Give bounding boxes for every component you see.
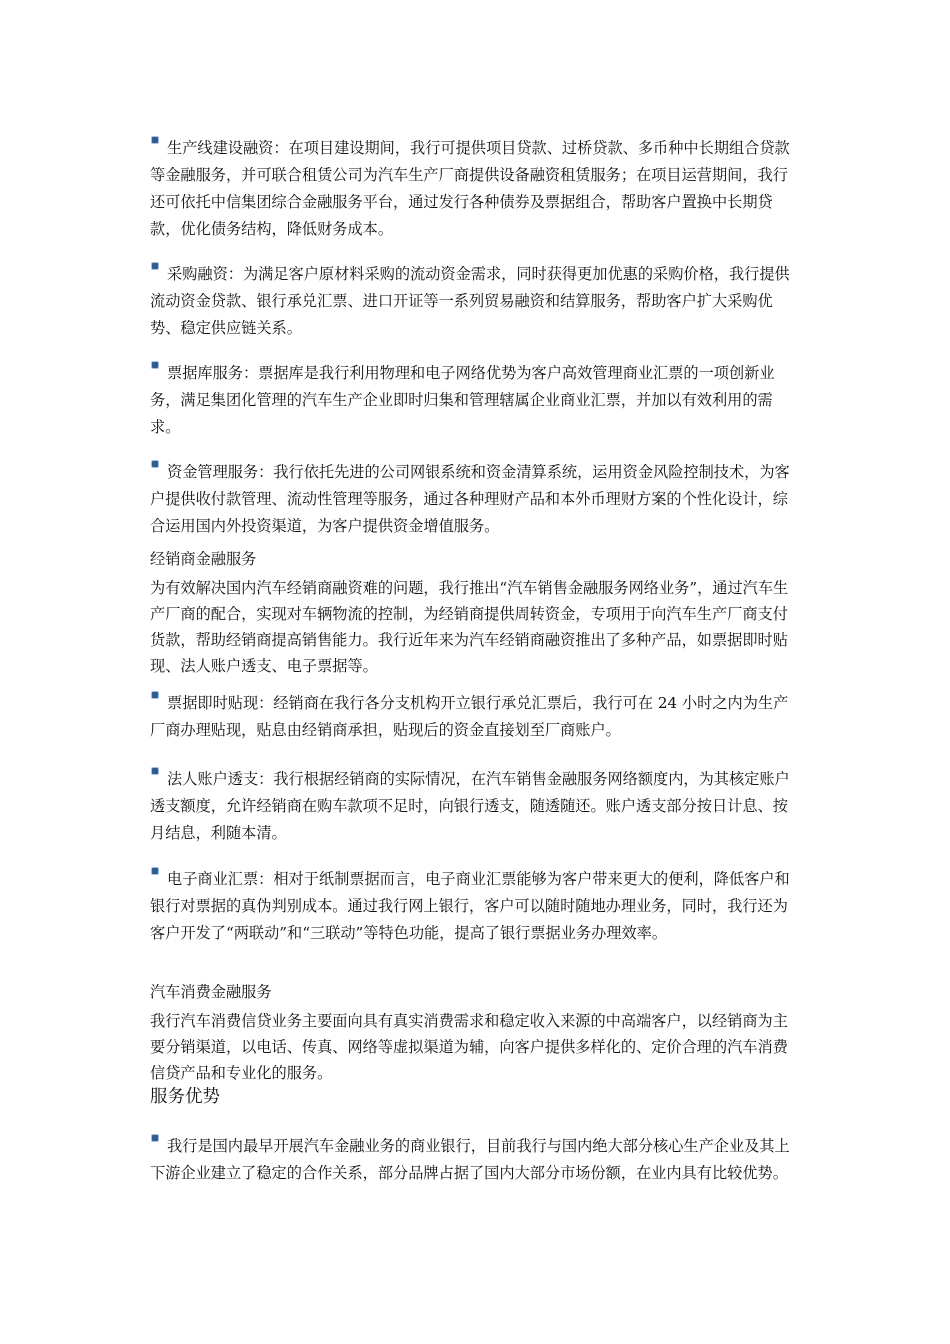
square-bullet-icon <box>152 263 158 269</box>
square-bullet-icon <box>152 868 158 874</box>
section-heading-dealer-finance: 经销商金融服务 <box>150 550 257 568</box>
paragraph-production-line-financing <box>150 135 795 243</box>
document-page <box>150 0 795 1344</box>
square-bullet-icon <box>152 768 158 774</box>
paragraph-service-advantage <box>150 1133 795 1187</box>
paragraph-corporate-overdraft <box>150 766 795 847</box>
paragraph-electronic-bill <box>150 866 795 947</box>
square-bullet-icon <box>152 137 158 143</box>
paragraph-consumer-finance-intro: 我行汽车消费信贷业务主要面向具有真实消费需求和稳定收入来源的中高端客户，以经销商为主要分销渠道，以电话、传真、网络等虚拟渠道为辅，向客户提供多样化的、定价合理的汽车消费信贷产品和专业化的服务。 <box>150 1012 788 1082</box>
square-bullet-icon <box>152 1135 158 1141</box>
paragraph-text: 票据库服务：票据库是我行利用物理和电子网络优势为客户高效管理商业汇票的一项创新业务，满足集团化管理的汽车生产企业即时归集和管理辖属企业商业汇票，并加以有效利用的需求。 <box>150 364 775 436</box>
paragraph-instant-discount <box>150 690 795 744</box>
section-heading-service-advantages: 服务优势 <box>150 1087 220 1107</box>
paragraph-dealer-finance-intro: 为有效解决国内汽车经销商融资难的问题，我行推出“汽车销售金融服务网络业务”，通过汽车生产厂商的配合，实现对车辆物流的控制，为经销商提供周转资金，专项用于向汽车生产厂商支付货款，帮助经销商提高销售能力。我行近年来为汽车经销商融资推出了多种产品，如票据即时贴现、法人账户透支、电子票据等。 <box>150 579 789 675</box>
paragraph-text: 生产线建设融资：在项目建设期间，我行可提供项目贷款、过桥贷款、多币种中长期组合贷款等金融服务，并可联合租赁公司为汽车生产厂商提供设备融资租赁服务；在项目运营期间，我行还可依托中信集团综合金融服务平台，通过发行各种债券及票据组合，帮助客户置换中长期贷款，优化债务结构，降低财务成本。 <box>150 139 790 238</box>
square-bullet-icon <box>152 461 158 467</box>
paragraph-cash-management <box>150 459 795 540</box>
paragraph-text: 采购融资：为满足客户原材料采购的流动资金需求，同时获得更加优惠的采购价格，我行提供流动资金贷款、银行承兑汇票、进口开证等一系列贸易融资和结算服务，帮助客户扩大采购优势、稳定供应链关系。 <box>150 265 790 337</box>
paragraph-text: 资金管理服务：我行依托先进的公司网银系统和资金清算系统，运用资金风险控制技术，为客户提供收付款管理、流动性管理等服务，通过各种理财产品和本外币理财方案的个性化设计，综合运用国内外投资渠道，为客户提供资金增值服务。 <box>150 463 790 535</box>
paragraph-text: 我行是国内最早开展汽车金融业务的商业银行，目前我行与国内绝大部分核心生产企业及其上下游企业建立了稳定的合作关系，部分品牌占据了国内大部分市场份额，在业内具有比较优势。 <box>150 1137 790 1182</box>
paragraph-bill-pool-service <box>150 360 795 441</box>
paragraph-text: 法人账户透支：我行根据经销商的实际情况，在汽车销售金融服务网络额度内，为其核定账户透支额度，允许经销商在购车款项不足时，向银行透支，随透随还。账户透支部分按日计息、按月结息，利随本清。 <box>150 770 790 842</box>
section-heading-consumer-finance: 汽车消费金融服务 <box>150 983 272 1001</box>
square-bullet-icon <box>152 362 158 368</box>
paragraph-text: 票据即时贴现：经销商在我行各分支机构开立银行承兑汇票后，我行可在 24 小时之内为生产厂商办理贴现，贴息由经销商承担，贴现后的资金直接划至厂商账户。 <box>150 694 789 739</box>
square-bullet-icon <box>152 692 158 698</box>
paragraph-text: 电子商业汇票：相对于纸制票据而言，电子商业汇票能够为客户带来更大的便利，降低客户和银行对票据的真伪判别成本。通过我行网上银行，客户可以随时随地办理业务，同时，我行还为客户开发了“两联动”和“三联动”等特色功能，提高了银行票据业务办理效率。 <box>150 870 790 942</box>
paragraph-procurement-financing <box>150 261 795 342</box>
